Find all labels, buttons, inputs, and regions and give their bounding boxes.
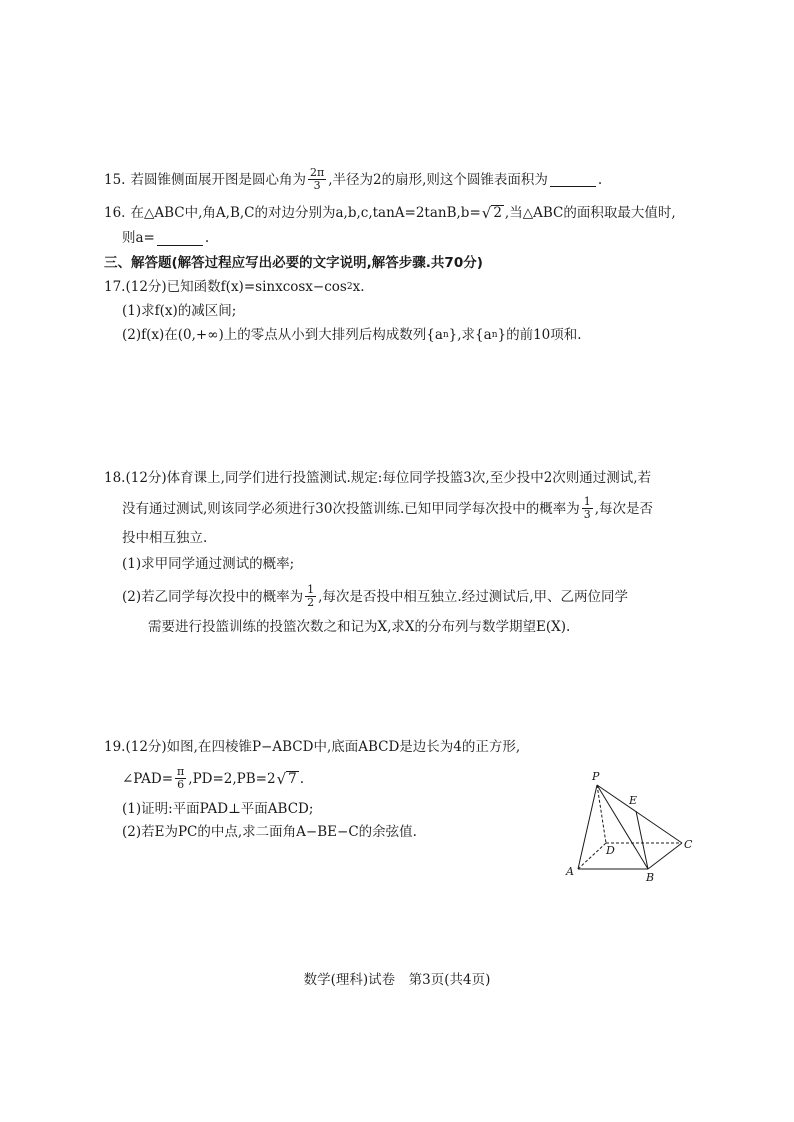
edge-PB	[597, 785, 648, 869]
square-root: √ 2	[481, 204, 502, 222]
answer-blank	[157, 231, 203, 246]
edge-AD	[578, 843, 606, 869]
edge-PD	[597, 785, 606, 843]
edge-PA	[578, 785, 597, 869]
page-footer: 数学(理科)试卷 第3页(共4页)	[303, 972, 491, 988]
edge-BE	[636, 811, 648, 869]
fraction: $\frac{\pi}{6}$	[177, 765, 185, 791]
question-16	[104, 204, 676, 222]
label-C: C	[684, 838, 693, 851]
question-18-line2: 没有通过测试,则该同学必须进行30次投篮训练.已知甲同学每次投中的概率为 $\frac{1}{3}$ ,每次是否	[122, 495, 654, 521]
question-19-part2: (2)若E为PC的中点,求二面角A−BE−C的余弦值.	[122, 824, 417, 840]
question-17-part1: (1)求f(x)的减区间;	[122, 303, 237, 319]
fraction: $\frac{2\pi}{3}$	[309, 166, 325, 192]
fraction: $\frac{1}{2}$	[307, 583, 315, 609]
edge-PC	[597, 785, 682, 843]
question-text: 若圆锥侧面展开图是圆心角为	[130, 171, 306, 188]
question-18-line1: 18.(12分)体育课上,同学们进行投篮测试.规定:每位同学投篮3次,至少投中2次则通过测试,若	[104, 470, 652, 486]
question-19-line1: 19.(12分)如图,在四棱锥P−ABCD中,底面ABCD是边长为4的正方形,	[104, 739, 521, 755]
question-17-part2: (2)f(x)在(0,+∞)上的零点从小到大排列后构成数列{a n },求{a n }的前10项和.	[122, 327, 582, 343]
square-root: √ 7	[276, 769, 297, 788]
question-text: ,半径为2的扇形,则这个圆锥表面积为	[328, 171, 548, 188]
fraction: $\frac{1}{3}$	[583, 495, 591, 521]
question-17: 17.(12分)已知函数f(x)=sinxcosx−cos 2 x.	[104, 279, 365, 295]
label-E: E	[629, 794, 638, 807]
question-18-part2-line2: 需要进行投篮训练的投篮次数之和记为X,求X的分布列与数学期望E(X).	[148, 619, 571, 635]
question-18-part1: (1)求甲同学通过测试的概率;	[122, 556, 295, 572]
answer-blank	[550, 172, 596, 187]
question-text: 在△ABC中,角A,B,C的对边分别为a,b,c,tanA=2tanB,b=	[130, 205, 481, 221]
label-B: B	[646, 871, 655, 884]
question-number: 15.	[104, 171, 126, 188]
question-18-part2: (2)若乙同学每次投中的概率为 $\frac{1}{2}$ ,每次是否投中相互独立.经过测试后,甲、乙两位同学	[122, 583, 628, 609]
question-19-part1: (1)证明:平面PAD⊥平面ABCD;	[122, 801, 314, 817]
label-D: D	[606, 844, 615, 857]
label-P: P	[592, 770, 600, 783]
edge-BC	[648, 843, 682, 869]
pyramid-figure	[556, 766, 706, 886]
question-number: 16.	[104, 205, 126, 221]
label-A: A	[566, 865, 574, 878]
question-19-conditions: ∠PAD= $\frac{\pi}{6}$ ,PD=2,PB=2 √ 7 .	[122, 765, 305, 791]
question-18-line3: 投中相互独立.	[122, 530, 208, 546]
question-15: 15. 若圆锥侧面展开图是圆心角为 $\frac{2\pi}{3}$ ,半径为2的扇形,则这个圆锥表面积为 .	[104, 166, 603, 192]
section-heading: 三、解答题(解答过程应写出必要的文字说明,解答步骤.共70分)	[104, 255, 483, 271]
question-16-line2: 则a= .	[122, 230, 210, 246]
question-text: ,当△ABC的面积取最大值时,	[504, 205, 676, 221]
